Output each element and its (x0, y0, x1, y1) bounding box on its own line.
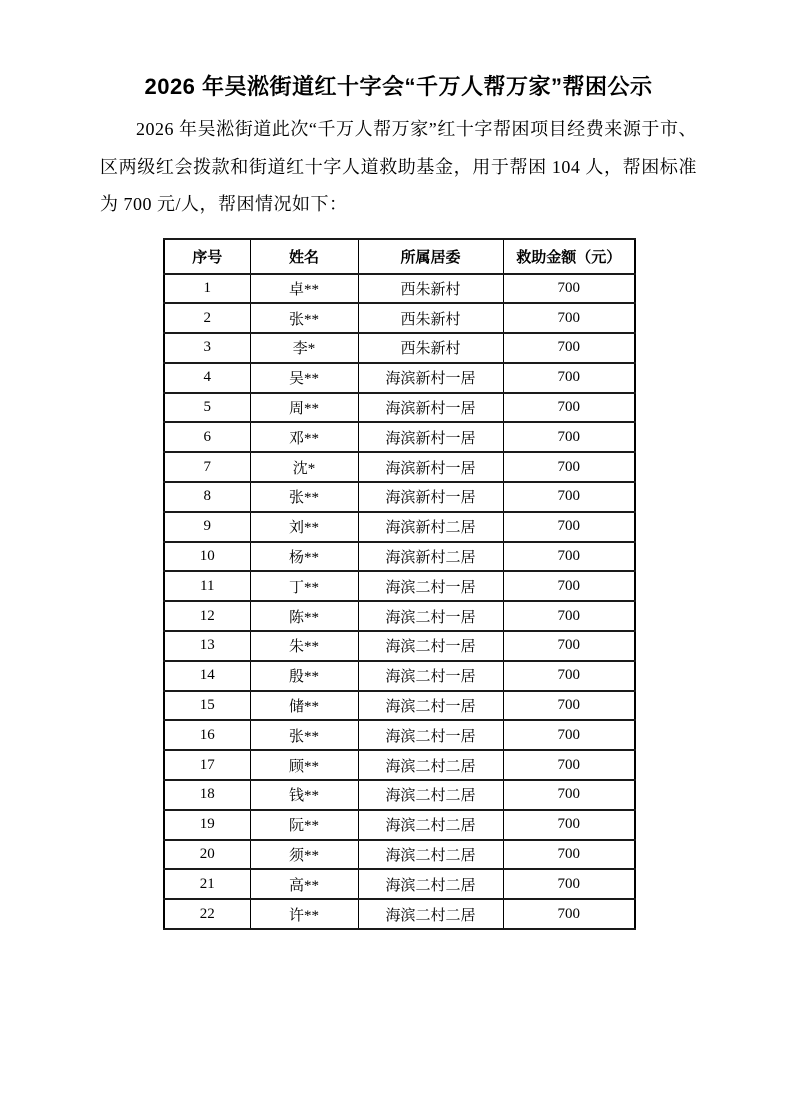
table-cell: 沈* (250, 452, 358, 482)
table-cell: 4 (164, 363, 250, 393)
table-cell: 700 (503, 482, 635, 512)
table-cell: 海滨新村二居 (358, 512, 503, 542)
table-header-cell: 序号 (164, 239, 250, 274)
table-cell: 1 (164, 274, 250, 304)
table-cell: 须** (250, 840, 358, 870)
table-cell: 17 (164, 750, 250, 780)
table-cell: 700 (503, 869, 635, 899)
table-cell: 西朱新村 (358, 274, 503, 304)
table-cell: 8 (164, 482, 250, 512)
table-cell: 海滨二村一居 (358, 601, 503, 631)
table-cell: 700 (503, 303, 635, 333)
table-cell: 700 (503, 452, 635, 482)
table-cell: 700 (503, 691, 635, 721)
table-cell: 16 (164, 720, 250, 750)
table-cell: 3 (164, 333, 250, 363)
table-cell: 7 (164, 452, 250, 482)
table-cell: 杨** (250, 542, 358, 572)
table-row (164, 482, 635, 512)
table-cell: 张** (250, 720, 358, 750)
table-cell: 朱** (250, 631, 358, 661)
table-cell: 张** (250, 303, 358, 333)
table-cell: 张** (250, 482, 358, 512)
table-cell: 700 (503, 393, 635, 423)
table-cell: 700 (503, 661, 635, 691)
intro-paragraph: 2026 年吴淞街道此次“千万人帮万家”红十字帮困项目经费来源于市、区两级红会拨款和街道红十字人道救助基金，用于帮困 104 人，帮困标准为 700 元/人，帮困情况如下： (100, 119, 697, 214)
table-cell: 20 (164, 840, 250, 870)
table-cell: 海滨二村二居 (358, 750, 503, 780)
table-cell: 海滨二村二居 (358, 840, 503, 870)
table-cell: 海滨新村一居 (358, 422, 503, 452)
table-cell: 顾** (250, 750, 358, 780)
table-row (164, 601, 635, 631)
table-cell: 钱** (250, 780, 358, 810)
table-cell: 海滨二村二居 (358, 810, 503, 840)
assistance-table-wrapper (163, 238, 697, 931)
table-row (164, 899, 635, 929)
table-cell: 海滨二村一居 (358, 661, 503, 691)
table-cell: 李* (250, 333, 358, 363)
table-cell: 19 (164, 810, 250, 840)
table-cell: 22 (164, 899, 250, 929)
table-cell: 700 (503, 571, 635, 601)
assistance-table (163, 238, 636, 931)
table-cell: 700 (503, 631, 635, 661)
table-row (164, 303, 635, 333)
table-cell: 海滨二村一居 (358, 571, 503, 601)
table-cell: 700 (503, 720, 635, 750)
table-cell: 海滨二村一居 (358, 631, 503, 661)
table-row (164, 363, 635, 393)
table-row (164, 720, 635, 750)
table-cell: 海滨新村二居 (358, 542, 503, 572)
table-row (164, 661, 635, 691)
table-cell: 吴** (250, 363, 358, 393)
table-cell: 700 (503, 363, 635, 393)
table-cell: 700 (503, 899, 635, 929)
table-header-row (164, 239, 635, 274)
table-cell: 6 (164, 422, 250, 452)
table-cell: 殷** (250, 661, 358, 691)
table-row (164, 274, 635, 304)
table-cell: 14 (164, 661, 250, 691)
table-cell: 10 (164, 542, 250, 572)
table-row (164, 750, 635, 780)
table-cell: 12 (164, 601, 250, 631)
table-cell: 2 (164, 303, 250, 333)
table-row (164, 691, 635, 721)
page-title: 2026 年吴淞街道红十字会“千万人帮万家”帮困公示 (144, 74, 653, 99)
table-cell: 海滨二村二居 (358, 899, 503, 929)
table-cell: 15 (164, 691, 250, 721)
table-cell: 海滨二村一居 (358, 691, 503, 721)
table-row (164, 452, 635, 482)
table-cell: 海滨二村二居 (358, 780, 503, 810)
table-cell: 700 (503, 274, 635, 304)
table-cell: 700 (503, 422, 635, 452)
table-cell: 陈** (250, 601, 358, 631)
table-cell: 许** (250, 899, 358, 929)
table-cell: 卓** (250, 274, 358, 304)
table-cell: 储** (250, 691, 358, 721)
table-cell: 700 (503, 750, 635, 780)
table-cell: 700 (503, 512, 635, 542)
table-cell: 刘** (250, 512, 358, 542)
table-row (164, 631, 635, 661)
table-cell: 丁** (250, 571, 358, 601)
table-cell: 海滨新村一居 (358, 482, 503, 512)
table-body (164, 274, 635, 930)
table-cell: 西朱新村 (358, 303, 503, 333)
table-cell: 海滨二村一居 (358, 720, 503, 750)
table-cell: 周** (250, 393, 358, 423)
table-row (164, 571, 635, 601)
table-cell: 阮** (250, 810, 358, 840)
table-cell: 700 (503, 333, 635, 363)
table-header-cell: 姓名 (250, 239, 358, 274)
table-row (164, 780, 635, 810)
table-row (164, 393, 635, 423)
table-cell: 海滨新村一居 (358, 363, 503, 393)
table-row (164, 542, 635, 572)
table-cell: 海滨新村一居 (358, 452, 503, 482)
table-cell: 邓** (250, 422, 358, 452)
table-cell: 700 (503, 542, 635, 572)
table-cell: 13 (164, 631, 250, 661)
table-row (164, 840, 635, 870)
table-cell: 海滨二村二居 (358, 869, 503, 899)
table-cell: 18 (164, 780, 250, 810)
table-cell: 700 (503, 780, 635, 810)
table-cell: 5 (164, 393, 250, 423)
table-cell: 高** (250, 869, 358, 899)
table-row (164, 422, 635, 452)
table-cell: 海滨新村一居 (358, 393, 503, 423)
table-cell: 21 (164, 869, 250, 899)
table-header-cell: 救助金额（元） (503, 239, 635, 274)
table-cell: 700 (503, 840, 635, 870)
table-header-cell: 所属居委 (358, 239, 503, 274)
table-cell: 西朱新村 (358, 333, 503, 363)
table-cell: 11 (164, 571, 250, 601)
table-cell: 700 (503, 810, 635, 840)
table-row (164, 869, 635, 899)
table-cell: 9 (164, 512, 250, 542)
table-row (164, 512, 635, 542)
table-row (164, 333, 635, 363)
table-cell: 700 (503, 601, 635, 631)
table-row (164, 810, 635, 840)
